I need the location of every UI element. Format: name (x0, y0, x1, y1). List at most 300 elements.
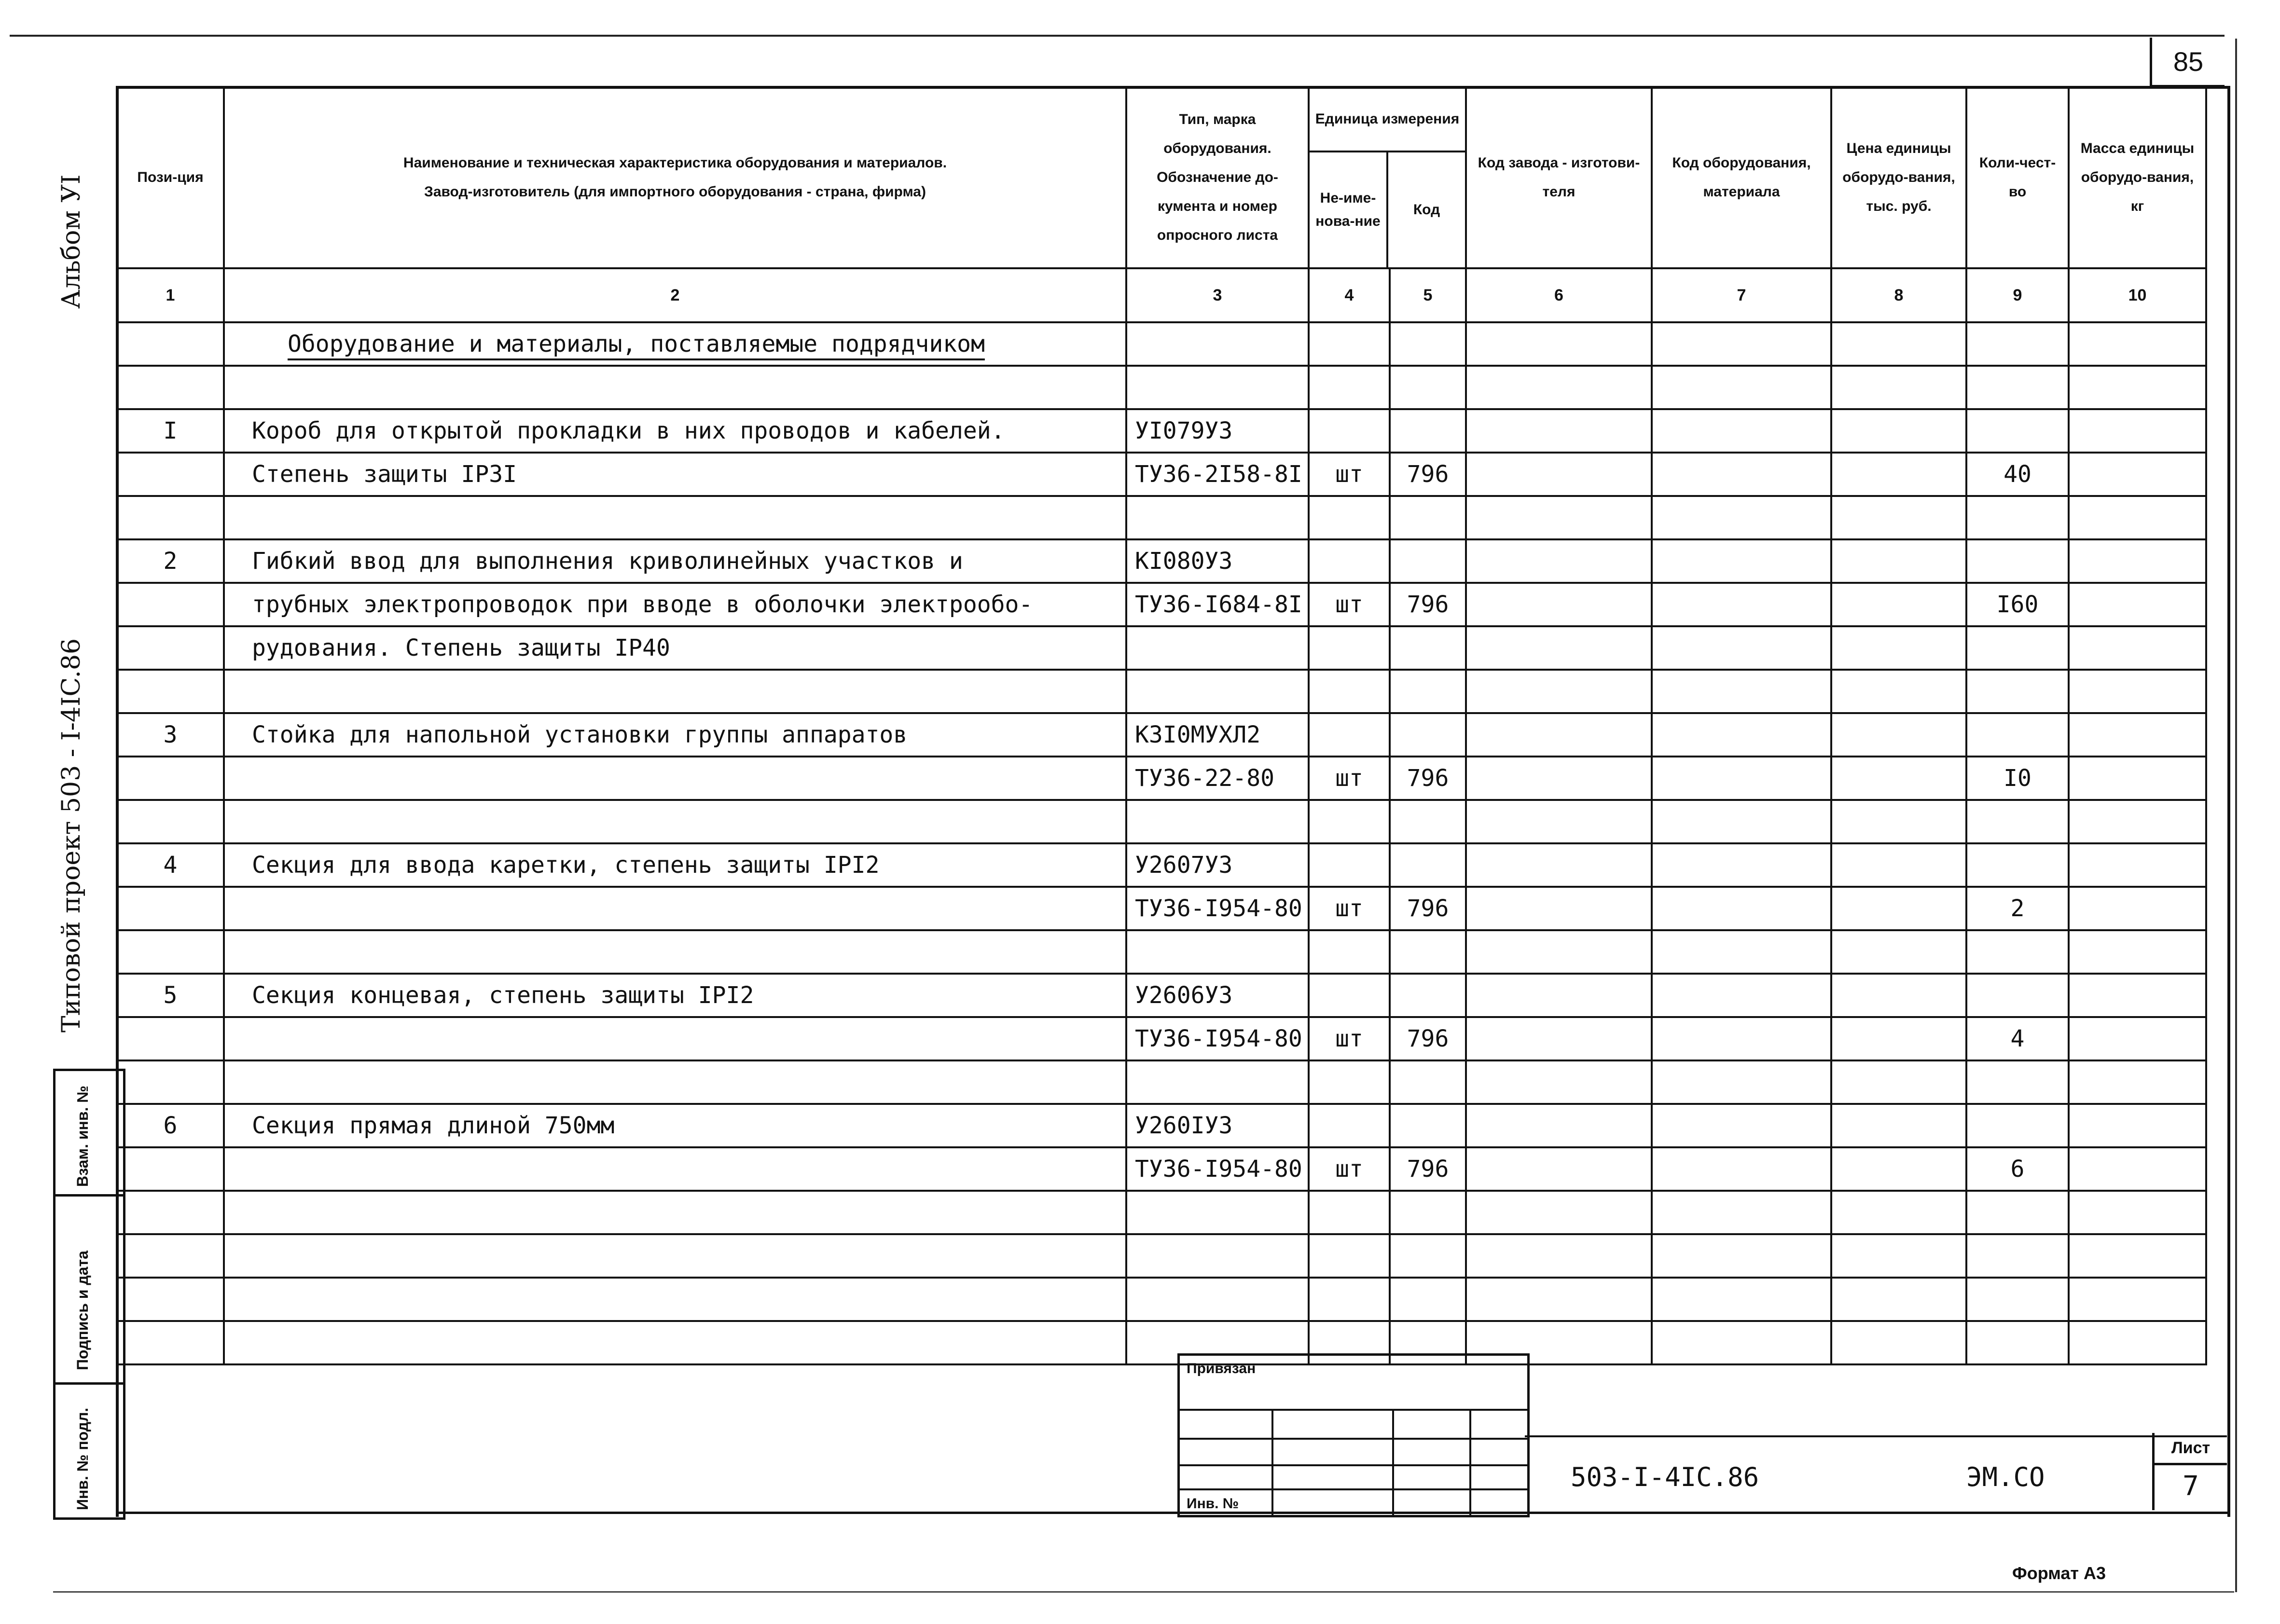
quantity-cell (1966, 713, 2069, 757)
type-cell-text: КI080У3 (1135, 548, 1233, 575)
plant-code-cell (1466, 1191, 1652, 1234)
stamp-label: Взам. инв. № (74, 1086, 91, 1187)
name-cell (224, 1104, 1126, 1147)
inv-number-label: Инв. № (1187, 1496, 1239, 1512)
header-unit-price: Цена единицы оборудо-вания, тыс. руб. (1831, 87, 1966, 268)
type-cell-text: У2606У3 (1135, 982, 1233, 1009)
mass-cell (2069, 496, 2206, 539)
equipment-code-cell (1652, 539, 1831, 583)
approval-stamp-strip (53, 1069, 125, 1520)
header-quantity: Коли-чест-во (1966, 87, 2069, 268)
unit-cell-text: шт (1335, 461, 1363, 488)
plant-code-cell (1466, 843, 1652, 887)
column-number: 3 (1126, 268, 1309, 322)
type-cell (1126, 539, 1309, 583)
name-cell (224, 409, 1126, 453)
type-cell (1126, 757, 1309, 800)
attachment-stamp (1177, 1353, 1530, 1517)
type-cell (1126, 930, 1309, 974)
mass-cell (2069, 930, 2206, 974)
equipment-code-cell (1652, 1321, 1831, 1364)
equipment-code-cell (1652, 1060, 1831, 1104)
quantity-cell (1966, 1234, 2069, 1278)
equipment-code-cell (1652, 1104, 1831, 1147)
position-cell (117, 539, 224, 583)
table-row (117, 409, 2206, 453)
mass-cell (2069, 583, 2206, 626)
quantity-cell-text: 6 (2010, 1156, 2025, 1183)
unit-code-cell (1390, 322, 1466, 366)
price-cell (1831, 453, 1966, 496)
type-cell (1126, 1191, 1309, 1234)
unit-code-cell (1390, 1191, 1466, 1234)
unit-cell (1309, 1191, 1390, 1234)
document-mark: ЭМ.СО (1966, 1462, 2045, 1492)
position-cell-text: 3 (163, 721, 178, 748)
unit-cell (1309, 322, 1390, 366)
price-cell (1831, 930, 1966, 974)
quantity-cell (1966, 670, 2069, 713)
name-cell (224, 322, 1126, 366)
price-cell (1831, 800, 1966, 843)
type-cell-text: ТУ36-I954-80 (1135, 1156, 1302, 1183)
equipment-code-cell (1652, 322, 1831, 366)
header-unit-code: Код (1413, 202, 1440, 218)
equipment-code-cell (1652, 453, 1831, 496)
plant-code-cell (1466, 670, 1652, 713)
plant-code-cell (1466, 322, 1652, 366)
unit-cell (1309, 713, 1390, 757)
plant-code-cell (1466, 713, 1652, 757)
type-cell-text: У2607У3 (1135, 852, 1233, 879)
unit-cell (1309, 1017, 1390, 1060)
table-row (117, 1017, 2206, 1060)
table-row (117, 1191, 2206, 1234)
name-cell (224, 1321, 1126, 1364)
position-cell (117, 930, 224, 974)
plant-code-cell (1466, 930, 1652, 974)
table-row (117, 1278, 2206, 1321)
stamp-line (1180, 1488, 1527, 1490)
type-cell (1126, 1278, 1309, 1321)
unit-cell-text: шт (1335, 765, 1363, 792)
mass-cell (2069, 1147, 2206, 1191)
name-cell-text: Гибкий ввод для выполнения криволинейных участков и (252, 548, 963, 575)
equipment-code-cell (1652, 1191, 1831, 1234)
quantity-cell (1966, 366, 2069, 409)
plant-code-cell (1466, 1147, 1652, 1191)
type-cell (1126, 453, 1309, 496)
quantity-cell (1966, 1147, 2069, 1191)
frame-bottom-line (116, 1512, 2227, 1514)
quantity-cell-text: 2 (2010, 895, 2025, 922)
mass-cell (2069, 409, 2206, 453)
price-cell (1831, 496, 1966, 539)
name-cell (224, 1147, 1126, 1191)
sheet-label: Лист (2155, 1433, 2227, 1465)
type-cell (1126, 670, 1309, 713)
stamp-cell-signature-date (55, 1197, 123, 1385)
unit-code-cell (1390, 626, 1466, 670)
type-cell (1126, 1017, 1309, 1060)
type-cell (1126, 322, 1309, 366)
price-cell (1831, 1147, 1966, 1191)
plant-code-cell (1466, 1278, 1652, 1321)
name-cell (224, 713, 1126, 757)
price-cell (1831, 887, 1966, 930)
table-row (117, 1147, 2206, 1191)
name-cell (224, 366, 1126, 409)
column-number: 4 (1309, 268, 1390, 322)
mass-cell (2069, 1017, 2206, 1060)
table-row (117, 322, 2206, 366)
mass-cell (2069, 1278, 2206, 1321)
mass-cell (2069, 670, 2206, 713)
quantity-cell (1966, 843, 2069, 887)
page-number: 85 (2150, 38, 2225, 87)
plant-code-cell (1466, 1017, 1652, 1060)
unit-code-cell-text: 796 (1407, 461, 1449, 488)
unit-code-cell-text: 796 (1407, 591, 1449, 618)
stamp-line (1180, 1409, 1527, 1411)
position-cell (117, 583, 224, 626)
table-row (117, 670, 2206, 713)
plant-code-cell (1466, 887, 1652, 930)
price-cell (1831, 409, 1966, 453)
plant-code-cell (1466, 1234, 1652, 1278)
type-cell-text: ТУ36-2I58-8I (1135, 461, 1302, 488)
type-cell (1126, 496, 1309, 539)
stamp-cell-original-inv (55, 1385, 123, 1515)
name-cell (224, 453, 1126, 496)
type-cell-text: У260IУ3 (1135, 1112, 1233, 1139)
equipment-code-cell (1652, 757, 1831, 800)
type-cell-text: ТУ36-I954-80 (1135, 1025, 1302, 1052)
type-cell-text: ТУ36-I684-8I (1135, 591, 1302, 618)
plant-code-cell (1466, 453, 1652, 496)
name-cell (224, 1234, 1126, 1278)
header-name-line2: Завод-изготовитель (для импортного оборудования - страна, фирма) (424, 184, 926, 200)
position-cell-text: 4 (163, 852, 178, 879)
mass-cell (2069, 1060, 2206, 1104)
name-cell-text: Секция концевая, степень защиты IPI2 (252, 982, 754, 1009)
name-cell (224, 1278, 1126, 1321)
quantity-cell (1966, 626, 2069, 670)
table-row (117, 453, 2206, 496)
type-cell (1126, 800, 1309, 843)
quantity-cell (1966, 974, 2069, 1017)
title-block-line (1525, 1435, 2227, 1437)
type-cell (1126, 409, 1309, 453)
type-cell-text: ТУ36-I954-80 (1135, 895, 1302, 922)
equipment-code-cell (1652, 366, 1831, 409)
album-label: Альбом УI (57, 174, 86, 309)
column-number: 2 (224, 268, 1126, 322)
sheet-value: 7 (2183, 1471, 2199, 1502)
equipment-code-cell (1652, 583, 1831, 626)
unit-code-cell (1390, 1234, 1466, 1278)
unit-code-cell-text: 796 (1407, 1025, 1449, 1052)
price-cell (1831, 843, 1966, 887)
mass-cell (2069, 626, 2206, 670)
header-name-line1: Наименование и техническая характеристика оборудования и материалов. (403, 155, 947, 171)
quantity-cell-text: 4 (2010, 1025, 2025, 1052)
footer-rule (53, 1591, 2234, 1593)
price-cell (1831, 1104, 1966, 1147)
position-cell-text: 2 (163, 548, 178, 575)
type-cell (1126, 1060, 1309, 1104)
name-cell (224, 974, 1126, 1017)
quantity-cell (1966, 496, 2069, 539)
type-cell-text: К3I0МУХЛ2 (1135, 721, 1261, 748)
unit-cell (1309, 670, 1390, 713)
unit-cell (1309, 626, 1390, 670)
unit-cell (1309, 1104, 1390, 1147)
position-cell (117, 409, 224, 453)
unit-cell (1309, 453, 1390, 496)
equipment-code-cell (1652, 1234, 1831, 1278)
type-cell (1126, 843, 1309, 887)
stamp-line (1469, 1409, 1471, 1515)
type-cell (1126, 1104, 1309, 1147)
mass-cell (2069, 887, 2206, 930)
header-plant-code: Код завода - изготови-теля (1466, 87, 1652, 268)
position-cell (117, 626, 224, 670)
name-cell (224, 670, 1126, 713)
quantity-cell (1966, 583, 2069, 626)
stamp-line (1180, 1464, 1527, 1466)
column-number: 7 (1652, 268, 1831, 322)
position-cell (117, 800, 224, 843)
quantity-cell-text: I60 (1996, 591, 2039, 618)
price-cell (1831, 539, 1966, 583)
table-row (117, 1104, 2206, 1147)
equipment-code-cell (1652, 800, 1831, 843)
unit-code-cell (1390, 496, 1466, 539)
equipment-code-cell (1652, 974, 1831, 1017)
price-cell (1831, 1191, 1966, 1234)
name-cell (224, 843, 1126, 887)
mass-cell (2069, 1191, 2206, 1234)
name-cell (224, 583, 1126, 626)
header-type: Тип, марка оборудования. Обозначение до-кумента и номер опросного листа (1126, 87, 1309, 268)
table-row (117, 496, 2206, 539)
mass-cell (2069, 539, 2206, 583)
attached-label: Привязан (1187, 1361, 1256, 1376)
name-cell (224, 930, 1126, 974)
unit-code-cell-text: 796 (1407, 895, 1449, 922)
quantity-cell (1966, 1060, 2069, 1104)
type-cell-text: ТУ36-22-80 (1135, 765, 1274, 792)
unit-code-cell (1390, 713, 1466, 757)
stamp-cell-replaced-inv (55, 1071, 123, 1197)
name-cell-text: Секция прямая длиной 750мм (252, 1112, 615, 1139)
price-cell (1831, 1017, 1966, 1060)
equipment-code-cell (1652, 930, 1831, 974)
quantity-cell-text: I0 (2004, 765, 2031, 792)
plant-code-cell (1466, 496, 1652, 539)
name-cell-text: трубных электропроводок при вводе в оболочки электрообо- (252, 591, 1033, 618)
position-cell-text: 6 (163, 1112, 178, 1139)
unit-cell (1309, 1278, 1390, 1321)
unit-cell (1309, 496, 1390, 539)
equipment-code-cell (1652, 1147, 1831, 1191)
unit-code-cell (1390, 1278, 1466, 1321)
position-cell (117, 1234, 224, 1278)
unit-cell (1309, 887, 1390, 930)
name-cell-text: рудования. Степень защиты IP40 (252, 634, 670, 661)
mass-cell (2069, 974, 2206, 1017)
mass-cell (2069, 453, 2206, 496)
quantity-cell (1966, 409, 2069, 453)
table-body (117, 322, 2206, 1364)
stamp-label: Инв. № подл. (74, 1407, 91, 1510)
unit-code-cell (1390, 930, 1466, 974)
unit-code-cell-text: 796 (1407, 765, 1449, 792)
plant-code-cell (1466, 409, 1652, 453)
price-cell (1831, 1278, 1966, 1321)
plant-code-cell (1466, 1060, 1652, 1104)
stamp-line (1180, 1438, 1527, 1440)
header-name (224, 87, 1126, 268)
name-cell (224, 1017, 1126, 1060)
column-number: 10 (2069, 268, 2206, 322)
unit-code-cell-text: 796 (1407, 1156, 1449, 1183)
name-cell-text: Стойка для напольной установки группы аппаратов (252, 721, 908, 748)
format-label: Формат А3 (2012, 1563, 2106, 1583)
position-cell (117, 1060, 224, 1104)
header-unit-name: Не-име-нова-ние (1310, 152, 1388, 267)
unit-code-cell (1390, 366, 1466, 409)
table-row (117, 930, 2206, 974)
quantity-cell (1966, 930, 2069, 974)
unit-cell (1309, 1060, 1390, 1104)
mass-cell (2069, 1104, 2206, 1147)
equipment-code-cell (1652, 1017, 1831, 1060)
plant-code-cell (1466, 1104, 1652, 1147)
quantity-cell (1966, 800, 2069, 843)
position-cell (117, 453, 224, 496)
unit-cell (1309, 583, 1390, 626)
unit-code-cell (1390, 409, 1466, 453)
mass-cell (2069, 366, 2206, 409)
unit-code-cell (1390, 1017, 1466, 1060)
project-label: Типовой проект 503 - I-4IC.86 (57, 638, 86, 1032)
type-cell (1126, 974, 1309, 1017)
mass-cell (2069, 1321, 2206, 1364)
name-cell-text: Секция для ввода каретки, степень защиты IPI2 (252, 852, 880, 879)
price-cell (1831, 713, 1966, 757)
equipment-specification-table (116, 86, 2207, 1365)
position-cell (117, 1321, 224, 1364)
position-cell (117, 713, 224, 757)
plant-code-cell (1466, 626, 1652, 670)
price-cell (1831, 366, 1966, 409)
equipment-code-cell (1652, 1278, 1831, 1321)
price-cell (1831, 1234, 1966, 1278)
unit-cell-text: шт (1335, 1025, 1363, 1052)
unit-cell-text: шт (1335, 1156, 1363, 1183)
table-row (117, 1060, 2206, 1104)
column-number: 1 (117, 268, 224, 322)
price-cell (1831, 1321, 1966, 1364)
equipment-code-cell (1652, 626, 1831, 670)
quantity-cell (1966, 1278, 2069, 1321)
document-designation: 503-I-4IC.86 (1571, 1462, 1759, 1492)
name-cell (224, 626, 1126, 670)
unit-cell-text: шт (1335, 895, 1363, 922)
unit-code-cell (1390, 583, 1466, 626)
price-cell (1831, 1060, 1966, 1104)
name-cell (224, 887, 1126, 930)
equipment-code-cell (1652, 843, 1831, 887)
stamp-line (1392, 1409, 1394, 1515)
price-cell (1831, 974, 1966, 1017)
mass-cell (2069, 322, 2206, 366)
stamp-line (1271, 1409, 1273, 1515)
column-number-row (117, 268, 2206, 322)
position-cell (117, 1278, 224, 1321)
position-cell (117, 887, 224, 930)
unit-code-cell (1390, 1060, 1466, 1104)
table-row (117, 583, 2206, 626)
table-row (117, 757, 2206, 800)
equipment-code-cell (1652, 670, 1831, 713)
table-row (117, 366, 2206, 409)
table-header-row (117, 87, 2206, 268)
position-cell (117, 366, 224, 409)
quantity-cell (1966, 1104, 2069, 1147)
unit-code-cell (1390, 843, 1466, 887)
unit-cell (1309, 800, 1390, 843)
position-cell (117, 322, 224, 366)
price-cell (1831, 322, 1966, 366)
table-row (117, 713, 2206, 757)
mass-cell (2069, 713, 2206, 757)
quantity-cell (1966, 757, 2069, 800)
name-cell (224, 1191, 1126, 1234)
position-cell (117, 843, 224, 887)
unit-code-cell (1390, 453, 1466, 496)
unit-cell (1309, 366, 1390, 409)
name-cell (224, 757, 1126, 800)
price-cell (1831, 670, 1966, 713)
unit-code-cell (1390, 800, 1466, 843)
unit-cell-text: шт (1335, 591, 1363, 618)
column-number: 9 (1966, 268, 2069, 322)
position-cell-text: I (163, 417, 178, 444)
header-position: Пози-ция (117, 87, 224, 268)
plant-code-cell (1466, 583, 1652, 626)
right-border-rule (2235, 39, 2237, 1592)
position-cell (117, 974, 224, 1017)
equipment-code-cell (1652, 496, 1831, 539)
column-number: 6 (1466, 268, 1652, 322)
unit-code-cell (1390, 539, 1466, 583)
unit-cell (1309, 843, 1390, 887)
position-cell (117, 1191, 224, 1234)
plant-code-cell (1466, 366, 1652, 409)
header-unit-title: Единица измерения (1310, 88, 1465, 152)
quantity-cell (1966, 322, 2069, 366)
type-cell (1126, 887, 1309, 930)
unit-cell (1309, 539, 1390, 583)
type-cell-text: УI079У3 (1135, 417, 1233, 444)
type-cell (1126, 366, 1309, 409)
price-cell (1831, 583, 1966, 626)
equipment-code-cell (1652, 409, 1831, 453)
mass-cell (2069, 1234, 2206, 1278)
